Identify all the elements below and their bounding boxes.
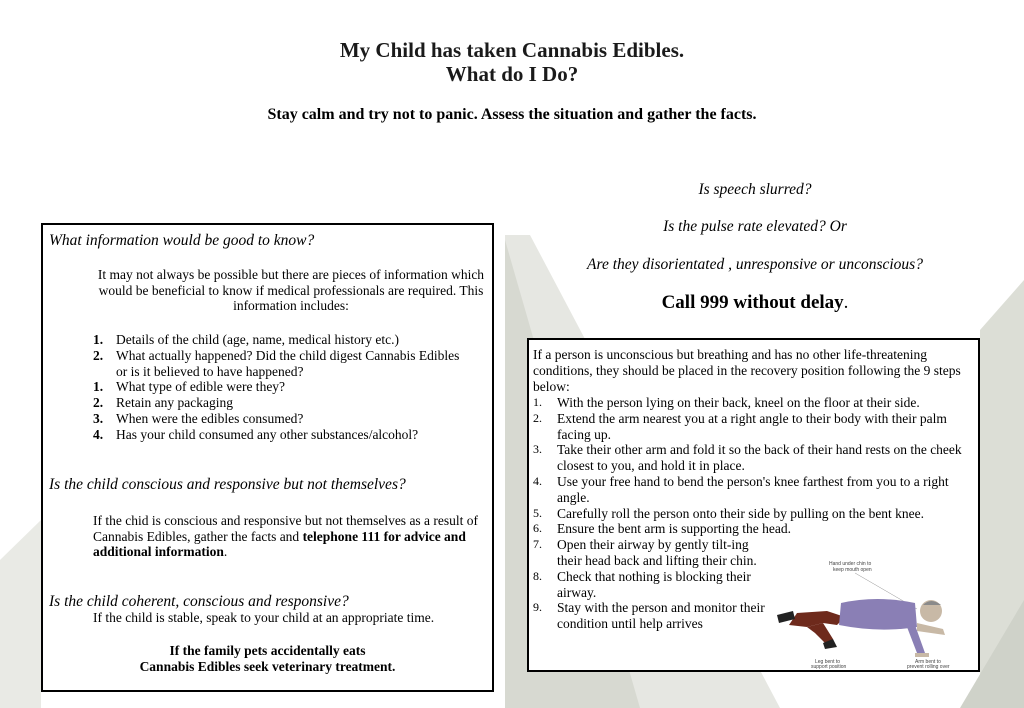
list-item: 1. With the person lying on their back, kneel on the floor at their side. [533,395,920,410]
call-999-bold: Call 999 without delay [661,292,844,313]
page-title [0,38,1024,86]
list-item: 1. Details of the child (age, name, medical history etc.) [93,332,400,347]
list-item: 1. What type of edible were they? [93,379,286,395]
info-box [41,223,494,692]
label-hand-under-chin: Hand under chin to [829,561,872,567]
call-999 [520,292,990,314]
list-item: 4. Has your child consumed any other substances/alcohol? [93,426,419,442]
question-speech: Is speech slurred? [698,181,812,198]
info-intro: It may not always be possible but there are pieces of information which would be beneficial to know if medical professionals are required. This information includes: [97,267,485,313]
list-item: 9. Stay with the person and monitor their condition until help arrives [533,600,765,632]
coherent-paragraph: If the child is stable, speak to your child at an appropriate time. [93,610,435,625]
pets-note: If the family pets accidentally eats Cannabis Edibles seek veterinary treatment. [139,643,396,674]
question-pulse: Is the pulse rate elevated? Or [663,218,847,235]
list-item: 8. Check that nothing is blocking their airway. [533,568,751,600]
list-item: 2. What actually happened? Did the child digest Cannabis Edibles or is it believed to have happened? [93,347,460,379]
list-item: 2. Extend the arm nearest you at a right angle to their body with their palm facing up. [533,410,947,442]
label-leg-bent: Leg bent to [815,659,841,665]
title-line-2: What do I Do? [445,62,579,86]
list-item: 7. Open their airway by gently tilt-ing their head back and lifting their chin. [533,537,757,568]
list-item: 6. Ensure the bent arm is supporting the head. [533,521,791,537]
list-item: 5. Carefully roll the person onto their side by pulling on the bent knee. [533,505,925,521]
recovery-position-illustration [767,553,977,669]
call-999-end: . [843,292,849,313]
title-line-1: My Child has taken Cannabis Edibles. [339,38,685,62]
heading-information: What information would be good to know? [49,232,315,249]
list-item: 4. Use your free hand to bend the person's knee farthest from you to a right angle. [533,473,949,505]
svg-text:support position: support position [811,664,847,669]
recovery-intro: If a person is unconscious but breathing and has no other life-threatening conditions, they should be placed in the recovery position following the 9 steps below: [533,347,961,394]
info-list [93,332,473,443]
svg-text:keep mouth open: keep mouth open [833,567,872,573]
telephone-111: telephone 111 for advice and additional information [93,528,466,559]
svg-text:prevent rolling over: prevent rolling over [907,664,950,669]
label-arm-bent: Arm bent to [915,659,941,665]
heading-conscious: Is the child conscious and responsive but not themselves? [49,476,406,493]
conscious-paragraph: If the chid is conscious and responsive but not themselves as a result of Cannabis Edibles, gather the facts and telephone 111 for advice and additional information. [93,513,479,559]
heading-coherent: Is the child coherent, conscious and responsive? [49,593,349,610]
list-item: 3. When were the edibles consumed? [93,410,304,426]
list-item: 2. Retain any packaging [93,395,233,411]
recovery-box [527,338,980,672]
list-item: 3. Take their other arm and fold it so the back of their hand rests on the cheek closest to you, and hold it in place. [533,442,962,474]
question-disorientated: Are they disorientated , unresponsive or unconscious? [587,256,923,273]
subtitle: Stay calm and try not to panic. Assess the situation and gather the facts. [267,106,757,123]
